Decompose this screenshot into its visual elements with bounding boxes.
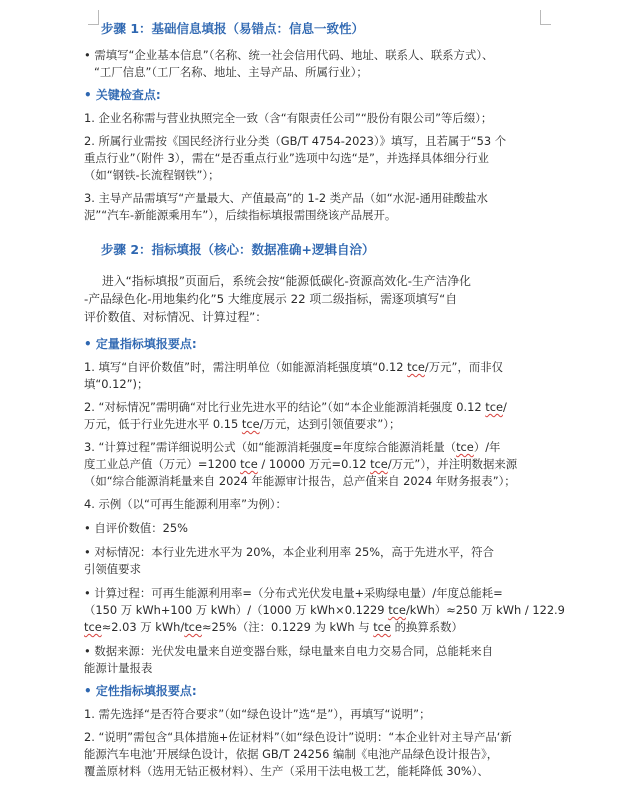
check-3-line-1: 3. 主导产品需填写“产量最大、产值最高”的 1-2 类产品（如“水泥-通用硅酸盐水	[84, 191, 488, 205]
example-calc-line-3: tce≈2.03 万 kWh/tce≈25%（注：0.1229 为 kWh 与 tce 的换算系数）	[84, 620, 463, 634]
step2-intro-line-3: 评价数值、对标情况、计算过程”：	[84, 310, 268, 324]
qual-heading: • 定性指标填报要点:	[84, 684, 197, 698]
quant-3-line-1: 3. “计算过程”需详细说明公式（如“能源消耗强度=年度综合能源消耗量（tce）/年	[84, 440, 501, 454]
qual-1: 1. 需先选择“是否符合要求”（如“绿色设计”选“是”），再填写“说明”；	[84, 707, 431, 721]
check-2-line-2: 重点行业”（附件 3），需在“是否重点行业”选项中勾选“是”，并选择具体细分行业	[84, 151, 489, 165]
example-source-line-1: • 数据来源：光伏发电量来自逆变器台账，绿电量来自电力交易合同，总能耗来自	[84, 644, 494, 658]
document-body	[84, 18, 565, 780]
example-source-line-2: 能源计量报表	[84, 661, 153, 675]
example-value: • 自评价数值：25%	[84, 521, 189, 535]
step2-heading: 步骤 2：指标填报（核心：数据准确+逻辑自洽）	[101, 242, 375, 257]
step1-intro-line-1: • 需填写“企业基本信息”（名称、统一社会信用代码、地址、联系人、联系方式）、	[84, 48, 494, 62]
example-calc-line-2: （150 万 kWh+100 万 kWh）/（1000 万 kWh×0.1229 tce/kWh）≈250 万 kWh / 122.9	[84, 603, 565, 617]
qual-2-line-1: 2. “说明”需包含“具体措施+佐证材料”（如“绿色设计”说明：“本企业针对主导产品‘新	[84, 730, 512, 744]
quant-1-line-2: 填“0.12”)；	[84, 377, 149, 391]
crop-mark-top-right	[540, 10, 551, 25]
check-2-line-3: （如“钢铁-长流程钢铁”）；	[84, 168, 220, 182]
quant-2-line-2: 万元，低于行业先进水平 0.15 tce/万元，达到引领值要求”）；	[84, 417, 401, 431]
quant-3-line-2: 度工业总产值（万元）=1200 tce / 10000 万元=0.12 tce/万元”），并注明数据来源	[84, 457, 518, 471]
key-checks-heading: • 关键检查点:	[84, 88, 161, 102]
example-benchmark-line-2: 引领值要求	[84, 562, 141, 576]
quant-3-line-3: （如“综合能源消耗量来自 2024 年能源审计报告，总产值来自 2024 年财务报表”）；	[84, 474, 516, 488]
quant-1-line-1: 1. 填写“自评价数值”时，需注明单位（如能源消耗强度填“0.12 tce/万元”，而非仅	[84, 360, 504, 374]
step2-intro-line-2: -产品绿色化-用地集约化”5 大维度展示 22 项二级指标，需逐项填写“自	[84, 292, 458, 306]
check-1: 1. 企业名称需与营业执照完全一致（含“有限责任公司”“股份有限公司”等后缀）；	[84, 111, 493, 125]
quant-4: 4. 示例（以“可再生能源利用率”为例）：	[84, 497, 287, 511]
step1-intro-line-2: “工厂信息”（工厂名称、地址、主导产品、所属行业）；	[94, 65, 368, 79]
qual-2-line-3: 覆盖原材料（选用无钴正极材料）、生产（采用干法电极工艺，能耗降低 30%）、	[84, 764, 489, 778]
example-calc-line-1: • 计算过程：可再生能源利用率=（分布式光伏发电量+采购绿电量）/年度总能耗=	[84, 586, 503, 600]
check-2-line-1: 2. 所属行业需按《国民经济行业分类（GB/T 4754-2023）》填写，且若属于“53 个	[84, 134, 507, 148]
example-benchmark-line-1: • 对标情况：本行业先进水平为 20%，本企业利用率 25%，高于先进水平，符合	[84, 545, 494, 559]
quant-2-line-1: 2. “对标情况”需明确“对比行业先进水平的结论”（如“本企业能源消耗强度 0.12 tce/	[84, 400, 507, 414]
qual-2-line-2: 能源汽车电池’开展绿色设计，依据 GB/T 24256 编制《电池产品绿色设计报告》，	[84, 747, 499, 761]
check-3-line-2: 泥”“汽车-新能源乘用车”），后续指标填报需围绕该产品展开。	[84, 208, 397, 222]
step2-intro-line-1: 进入“指标填报”页面后，系统会按“能源低碳化-资源高效化-生产洁净化	[102, 274, 471, 288]
step1-heading: 步骤 1：基础信息填报（易错点：信息一致性）	[101, 21, 365, 36]
quant-heading: • 定量指标填报要点:	[84, 337, 197, 351]
